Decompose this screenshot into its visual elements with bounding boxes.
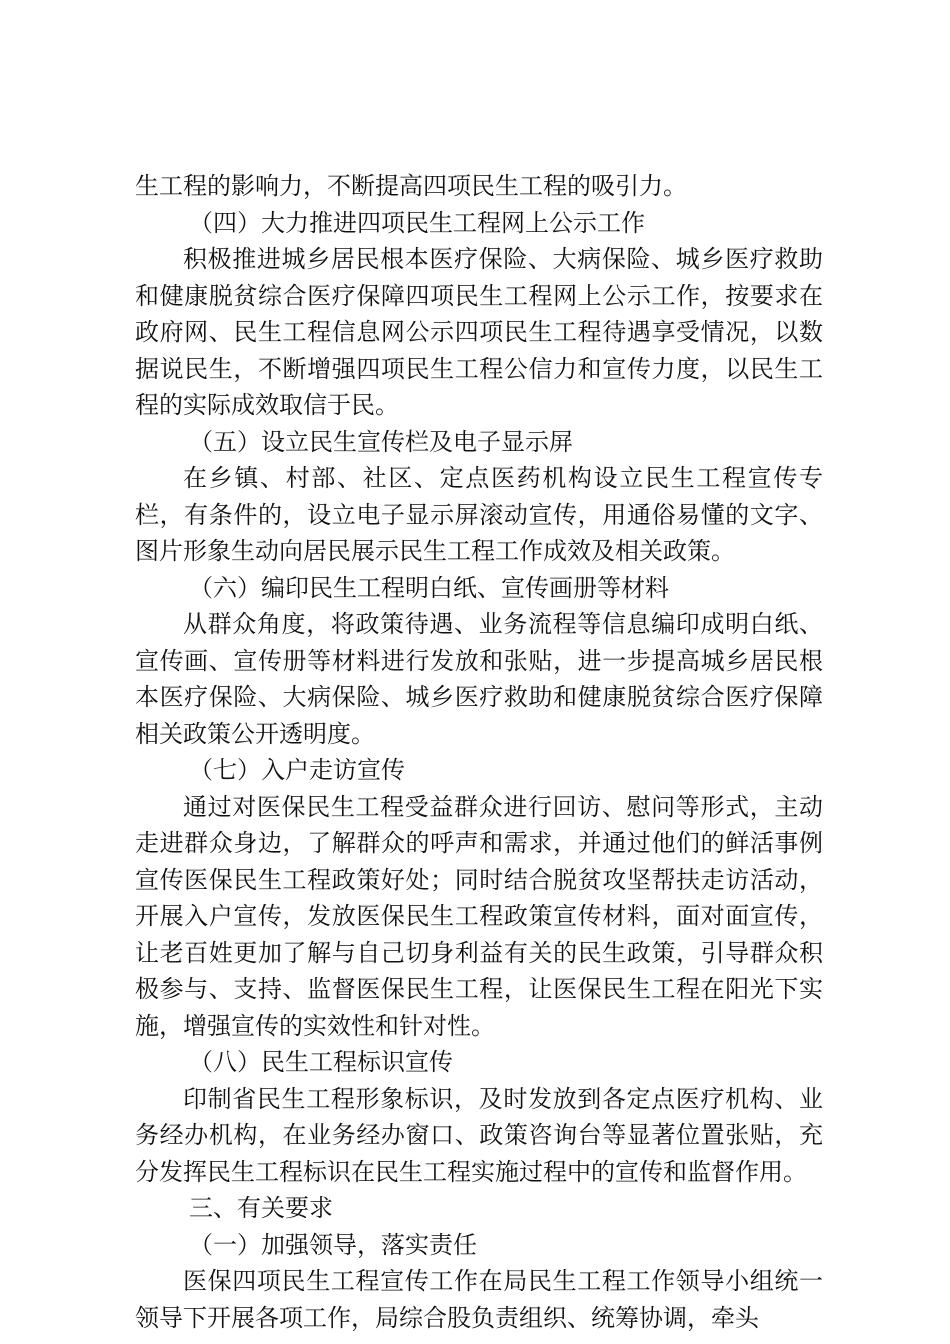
paragraph-1: 医保四项民生工程宣传工作在局民生工程工作领导小组统一领导下开展各项工作，局综合股负责组织、统筹协调，牵头 (135, 1267, 823, 1332)
paragraph-7: 通过对医保民生工程受益群众进行回访、慰问等形式，主动走进群众身边，了解群众的呼声和需求，并通过他们的鲜活事例宣传医保民生工程政策好处；同时结合脱贫攻坚帮扶走访活动，开展入户宣传，发放医保民生工程政策宣传材料，面对面宣传，让老百姓更加了解与自己切身利益有关的民生政策，引导群众积极参与、支持、监督医保民生工程，让医保民生工程在阳光下实施，增强宣传的实效性和针对性。 (135, 792, 823, 1040)
paragraph-8: 印制省民生工程形象标识，及时发放到各定点医疗机构、业务经办机构，在业务经办窗口、政策咨询台等显著位置张贴，充分发挥民生工程标识在民生工程实施过程中的宣传和监督作用。 (135, 1084, 823, 1186)
section-title-requirements: 三、有关要求 (189, 1194, 333, 1222)
paragraph-5: 在乡镇、村部、社区、定点医药机构设立民生工程宣传专栏，有条件的，设立电子显示屏滚动宣传，用通俗易懂的文字、图片形象生动向居民展示民生工程工作成效及相关政策。 (135, 464, 823, 565)
paragraph-6: 从群众角度，将政策待遇、业务流程等信息编印成明白纸、宣传画、宣传册等材料进行发放和张贴，进一步提高城乡居民根本医疗保险、大病保险、城乡医疗救助和健康脱贫综合医疗保障相关政策公开透明度。 (135, 610, 823, 748)
section-heading-1: （一）加强领导，落实责任 (189, 1230, 477, 1259)
section-heading-6: （六）编印民生工程明白纸、宣传画册等材料 (189, 573, 669, 602)
section-heading-5: （五）设立民生宣传栏及电子显示屏 (189, 427, 573, 456)
document-body (135, 168, 823, 1336)
section-heading-4: （四）大力推进四项民生工程网上公示工作 (189, 208, 645, 237)
paragraph-4: 积极推进城乡居民根本医疗保险、大病保险、城乡医疗救助和健康脱贫综合医疗保障四项民生工程网上公示工作，按要求在政府网、民生工程信息网公示四项民生工程待遇享受情况，以数据说民生，不断增强四项民生工程公信力和宣传力度，以民生工程的实际成效取信于民。 (135, 245, 823, 419)
section-heading-8: （八）民生工程标识宣传 (189, 1048, 453, 1076)
paragraph-continued: 生工程的影响力，不断提高四项民生工程的吸引力。 (135, 172, 687, 200)
section-heading-7: （七）入户走访宣传 (189, 756, 405, 784)
